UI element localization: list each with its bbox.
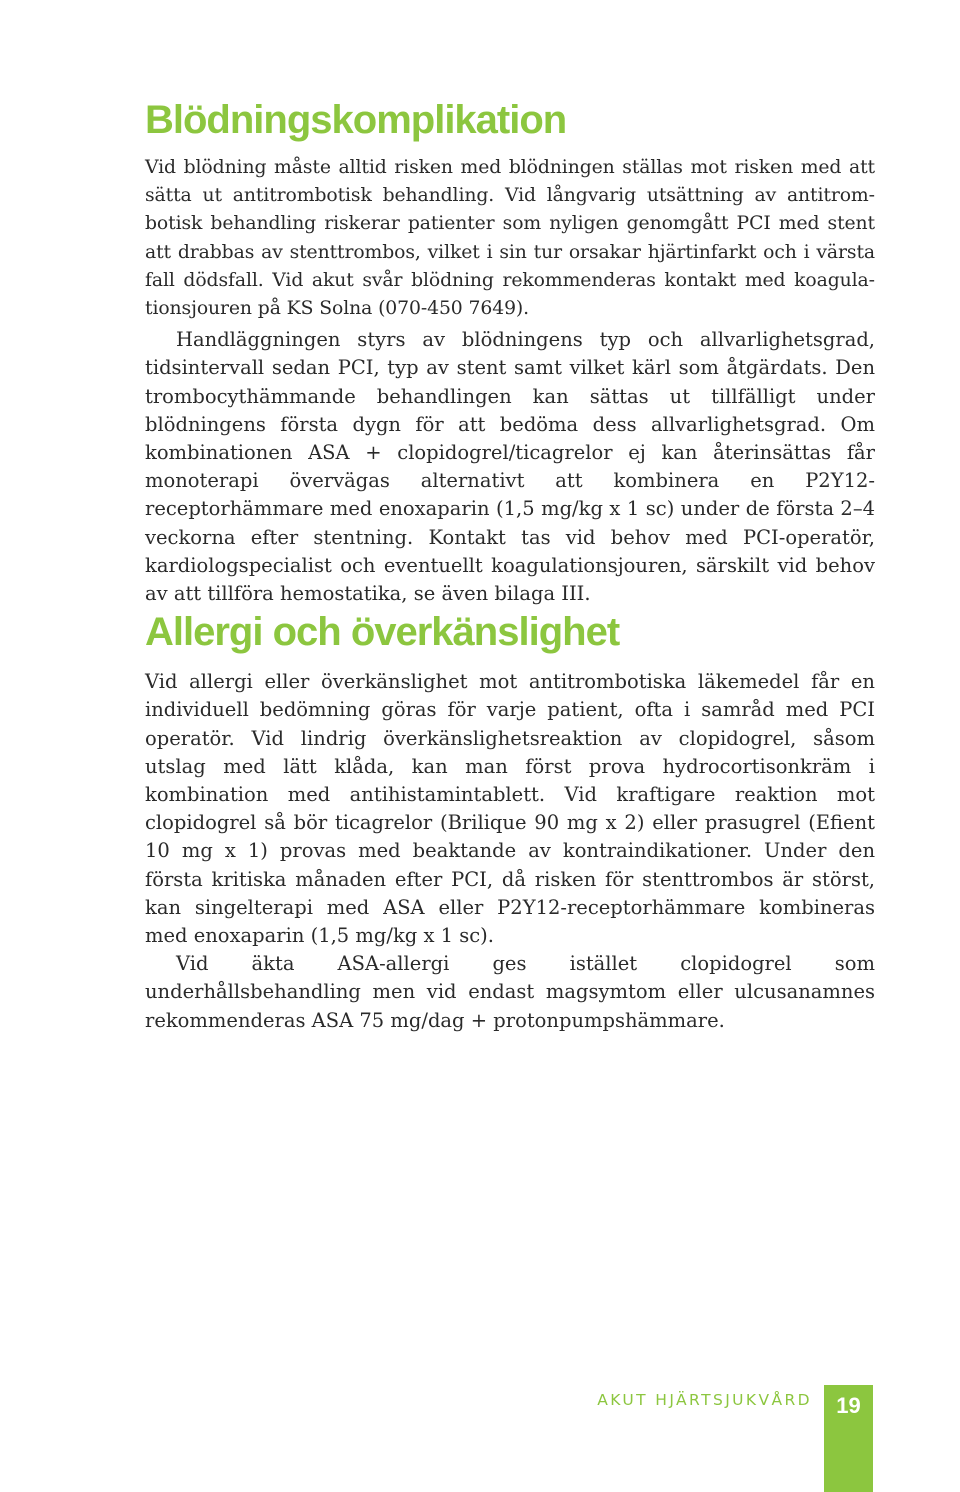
page-number: 19 <box>836 1393 861 1418</box>
footer-book-title: AKUT HJÄRTSJUKVÅRD <box>597 1391 812 1409</box>
bleeding-paragraph-2: Handläggningen styrs av blödningens typ och allvarlighetsgrad, tidsintervall sedan PCI, typ av stent samt vilket kärl som åtgärdats. Den trombocythämmande behandlingen kan sättas ut tillfälligt under blödningens första dygn för att bedöma dess allvarlighetsgrad. Om kombinationen ASA + clopidogrel/ticagrelor ej kan återinsättas får monoterapi övervägas alternativt att kombinera en P2Y12-receptorhämmare med enoxaparin (1,5 mg/kg x 1 sc) under de första 2–4 veckorna efter stentning. Kontakt tas vid behov med PCI-operatör, kardiologspecialist och eventuellt koagulationsjouren, särskilt vid behov av att tillföra hemostatika, se även bilaga III. <box>145 328 875 606</box>
section-heading-bleeding: Blödningskomplikation <box>145 98 567 142</box>
bleeding-paragraph-1: Vid blödning måste alltid risken med blödningen ställas mot risken med att sätta ut antitrombotisk behandling. Vid långvarig utsättning av antitrombotisk behandling riskerar patienter som nyligen genomgått PCI med stent att drabbas av stenttrombos, vilket i sin tur orsakar hjärtinfarkt och i värsta fall dödsfall. Vid akut svår blödning rekommenderas kontakt med koagulationsjouren på KS Solna (070-450 7649). <box>145 157 875 320</box>
allergy-paragraph-1: Vid allergi eller överkänslighet mot antitrombotiska läkemedel får en individuell bedömning göras för varje patient, ofta i samråd med PCI operatör. Vid lindrig överkänslighetsreaktion av clopidogrel, såsom utslag med lätt klåda, kan man först prova hydrocortisonkräm i kombination med antihistamintablett. Vid kraftigare reaktion mot clopidogrel så bör ticagrelor (Brilique 90 mg x 2) eller prasugrel (Efient 10 mg x 1) provas med beaktande av kontraindikationer. Under den första kritiska månaden efter PCI, då risken för stenttrombos är störst, kan singelterapi med ASA eller P2Y12-receptorhämmare kombineras med enoxaparin (1,5 mg/kg x 1 sc). <box>145 670 875 948</box>
page-content <box>145 96 875 1035</box>
section-heading-allergy: Allergi och överkänslighet <box>145 610 620 655</box>
allergy-paragraph-2: Vid äkta ASA-allergi ges istället clopidogrel som underhållsbehandling men vid endast magsymtom eller ulcusanamnes rekommenderas ASA 75 mg/dag + protonpumpshämmare. <box>145 952 875 1032</box>
page-number-tab <box>824 1385 873 1492</box>
